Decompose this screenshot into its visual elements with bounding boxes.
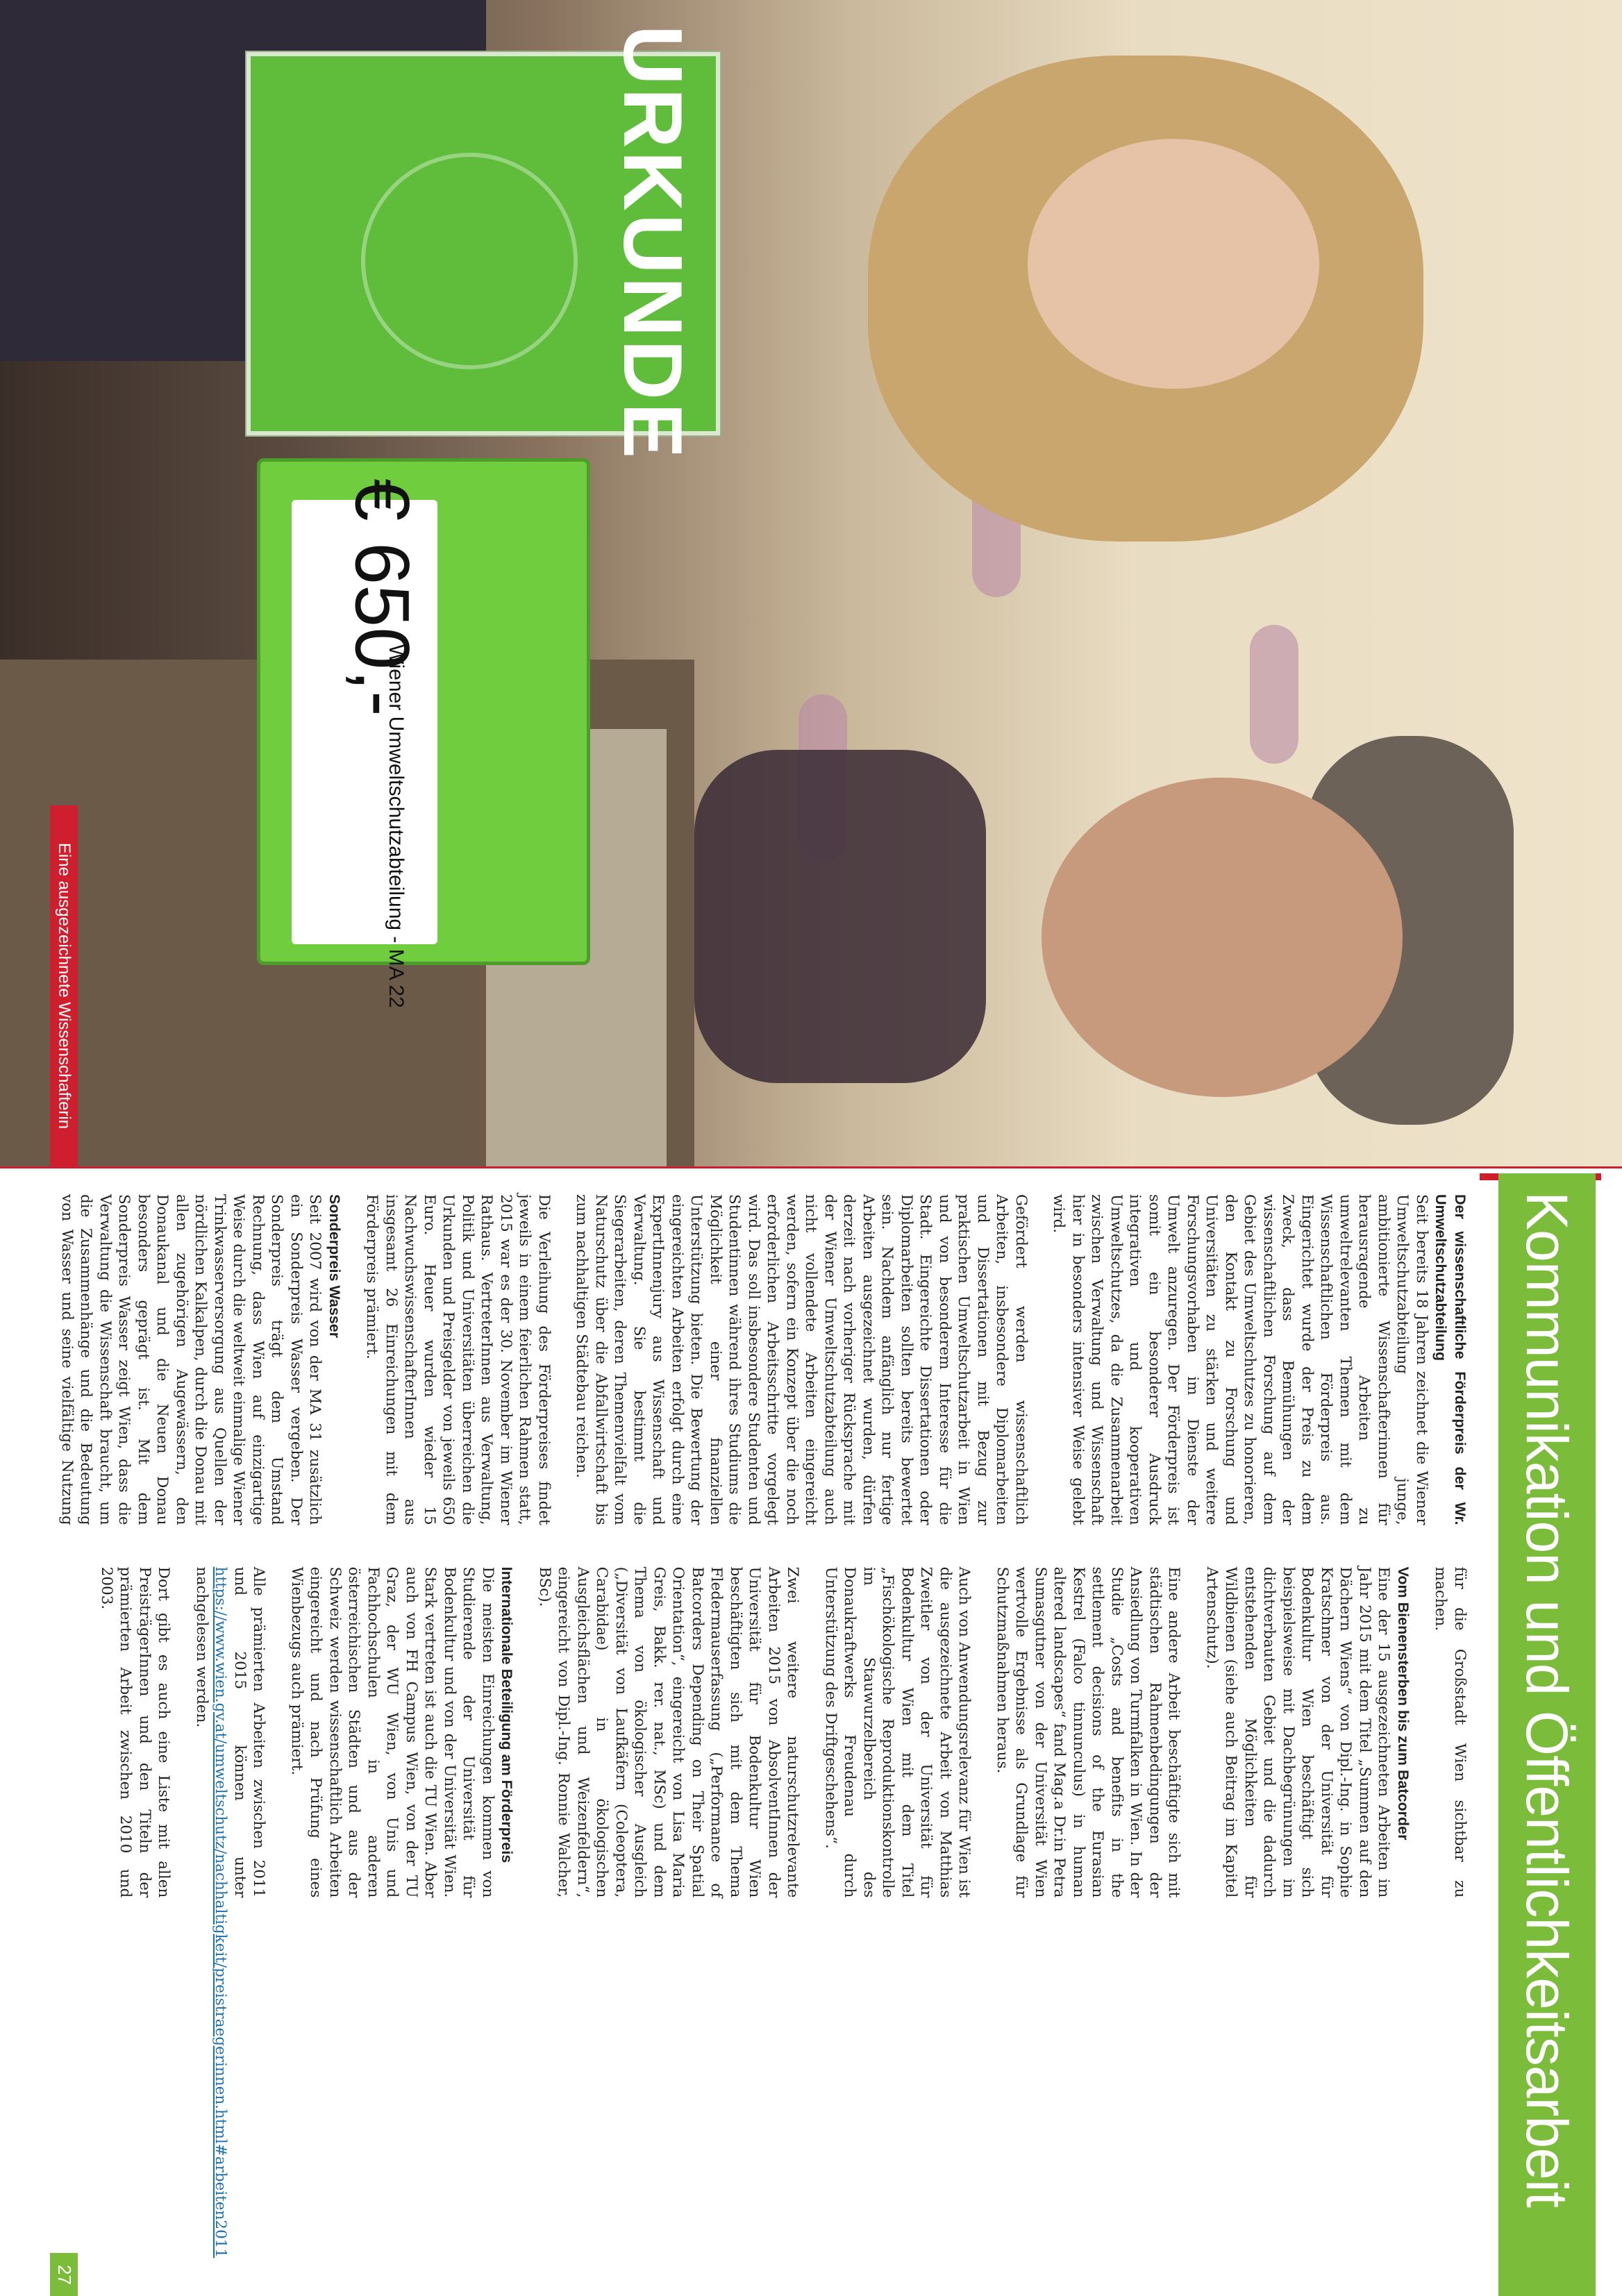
title-bar bbox=[1498, 1173, 1596, 2296]
page-title: Kommunikation und Öffentlichkeitsarbeit bbox=[1514, 1191, 1580, 2207]
paragraph-text: Alle prämierten Arbeiten zwischen 2011 und 2015 können unter bbox=[231, 1566, 268, 1898]
article-body bbox=[25, 1194, 1469, 2270]
paragraph: Auch von Anwendungsrelevanz für Wien ist die ausgezeichnete Arbeit von Matthias Zweitler von der Universität für Bodenkultur Wien mit dem Titel „Fischökologische Reproduktionskontrolle im Stauwurzelbereich des Donaukraftwerks Freudenau durch Unterstützung des Driftgeschehens“. bbox=[822, 1566, 973, 1898]
paragraph-text: nachgelesen werden. bbox=[193, 1566, 210, 1728]
paragraph: Seit bereits 18 Jahren zeichnet die Wiener Umweltschutzabteilung junge, ambitionierte Wissenschafterinnen für herausragende Arbeiten zu umweltrelevanten Themen mit dem Wissenschaftlichen Förderpreis aus. Eingerichtet wurde der Preis zu dem Zweck, dass Bemühungen der wissenschaftlichen Forschung auf dem Gebiet des Umweltschutzes zu honorieren, den Kontakt zu Forschung und Universitäten zu stärken und weitere Forschungsvorhaben im Dienste der Umwelt anzuregen. Der Förderpreis ist somit ein besonderer Ausdruck integrativen und kooperativen Umweltschutzes, da die Zusammenarbeit zwischen Verwaltung und Wissenschaft hier in besonders intensiver Weise gelebt wird. bbox=[1050, 1194, 1430, 1525]
paragraph: Eine andere Arbeit beschäftigte sich mit städtischen Rahmenbedingungen der Ansiedlung von Turmfalken in Wien. In der Studie „Costs and benefits in the settlement decisions of the Eurasian Kestrel (Falco tinnunculus) in human altered landscapes“ fand Mag.a Dr.in Petra Sumasgutner von der Universität Wien wertvolle Ergebnisse als Grundlage für Schutzmaßnahmen heraus. bbox=[994, 1566, 1183, 1898]
section-divider bbox=[0, 1166, 1622, 1168]
certificate-title: URKUNDE bbox=[606, 25, 699, 461]
man-face bbox=[1042, 778, 1403, 1097]
paragraph: Seit 2007 wird von der MA 31 zusätzlich ein Sonderpreis Wasser vergeben. Der Sonderpreis trägt dem Umstand Rechnung, dass Wien auf einzigartige Weise durch die weltweit einmalige Wiener Trinkwasserversorgung aus Quellen der nördlichen Kalkalpen, durch die Donau mit allen zugehörigen Augewässern, den Donaukanal und die Neuen Donau besonders geprägt ist. Mit dem Sonderpreis Wasser zeigt Wien, dass die Verwaltung die Wissenschaft braucht, um die Zusammenhänge und die Bedeutung von Wasser und seine vielfältige Nutzung für die Großstadt Wien sichtbar zu machen. bbox=[58, 1194, 1469, 1898]
article-text-layer bbox=[0, 1173, 1622, 2296]
section-heading: Sonderpreis Wasser bbox=[326, 1194, 343, 1339]
paragraph bbox=[192, 1566, 269, 2259]
photo-caption: Eine ausgezeichnete Wissenschafterin bbox=[55, 842, 74, 1130]
paragraph: Eine der 15 ausgezeichneten Arbeiten im Jahr 2015 mit dem Titel „Summen auf den Dächern Wiens“ von Dipl.-Ing. in Sophie Kratschmer von der Universität für Bodenkultur Wien beschäftigt sich beispielsweise mit Dachbegrünungen im dichtverbauten Gebiet und die dadurch entstehenden Möglichkeiten für Wildbienen (siehe auch Beitrag im Kapitel Artenschutz). bbox=[1203, 1566, 1393, 1898]
paragraph: Zwei weitere naturschutzrelevante Arbeiten 2015 von AbsolventInnen der Universität für Bodenkultur Wien beschäftigten sich mit dem Thema Fledermauserfassung („Performance of Batcorders Depending on Their Spatial Orientation“, eingereicht von Lisa Maria Greis, Bakk. rer. nat., MSc) und dem Thema von ökologischer Ausgleich („Diversität von Laufkäfern (Coleoptera, Carabidae) in ökologischen Ausgleichsflächen und Weizenfeldern“, eingereicht von Dipl.-Ing. Ronnie Walcher, BSc). bbox=[536, 1566, 802, 1898]
cheque-payee: Wiener Umweltschutzabteilung - MA 22 bbox=[385, 644, 408, 1008]
certificate-globe-graphic bbox=[361, 153, 578, 369]
paragraph: Die Verleihung des Förderpreises findet jeweils in einem feierlichen Rahmen statt, 2015 war es der 30. November im Wiener Rathaus. VertreterInnen aus Verwaltung, Politik und Universitäten überreichen die Urkunden und Preisgelder von jeweils 650 Euro. Heuer wurden wieder 15 NachwuchswissenschafterInnen aus insgesamt 26 Einreichungen mit dem Förderpreis prämiert. bbox=[363, 1194, 553, 1525]
paragraph: Die meisten Einreichungen kommen von Studierende der Universität für Bodenkultur und von der Universität Wien. Stark vertreten ist auch die TU Wien. Aber auch von FH Campus Wien, von der TU Graz, der WU Wien, von Unis und Fachhochschulen in anderen österreichischen Städten und aus der Schweiz werden wissenschaftlich Arbeiten eingereicht und nach Prüfung eines Wienbezugs auch prämiert. bbox=[288, 1566, 496, 1898]
section-heading: Der wissenschaftliche Förderpreis der Wr. Umweltschutzabteilung bbox=[1432, 1194, 1469, 1525]
flower-decoration bbox=[1250, 625, 1298, 764]
page-number: 27 bbox=[50, 2253, 78, 2296]
award-list-link[interactable]: https://www.wien.gv.at/umweltschutz/nachhaltigkeit/preistraegerinnen.html#arbeiten2011 bbox=[212, 1566, 230, 2259]
man-scarf bbox=[694, 750, 986, 1083]
woman-face bbox=[1028, 139, 1319, 389]
cheque-amount: € 650,- bbox=[339, 478, 425, 717]
section-heading: Internationale Beteiligung am Förderpreis bbox=[499, 1566, 516, 1863]
paragraph: Dort gibt es auch eine Liste mit allen PreisträgerInnen und den Titeln der prämierten Arbeit zwischen 2010 und 2003. bbox=[98, 1566, 173, 1898]
paragraph: Gefördert werden wissenschaftlich Arbeiten, insbesondere Diplomarbeiten und Dissertationen mit Bezug zur praktischen Umweltschutzarbeit in Wien und von besonderem Interesse für die Stadt. Eingereichte Dissertationen oder Diplomarbeiten sollten bereits bewertet sein. Nachdem anfänglich nur fertige Arbeiten ausgezeichnet wurden, dürfen derzeit nach vorheriger Rücksprache mit der Wiener Umweltschutzabteilung auch nicht vollendete Arbeiten eingereicht werden, sofern ein Konzept über die noch erforderlichen Arbeitsschritte vorgelegt wird. Das soll insbesondere Studenten und Studentinnen während ihres Studiums die Möglichkeit einer finanziellen Unterstützung bieten. Die Bewertung der eingereichten Arbeiten erfolgt durch eine ExpertInnenjury aus Wissenschaft und Verwaltung. Sie bestimmt die Siegerarbeiten, deren Themenvielfalt vom Naturschutz über die Abfallwirtschaft bis zum nachhaltigen Städtebau reichen. bbox=[573, 1194, 1030, 1525]
section-heading: Vom Bienensterben bis zum Batcorder bbox=[1395, 1566, 1412, 1841]
